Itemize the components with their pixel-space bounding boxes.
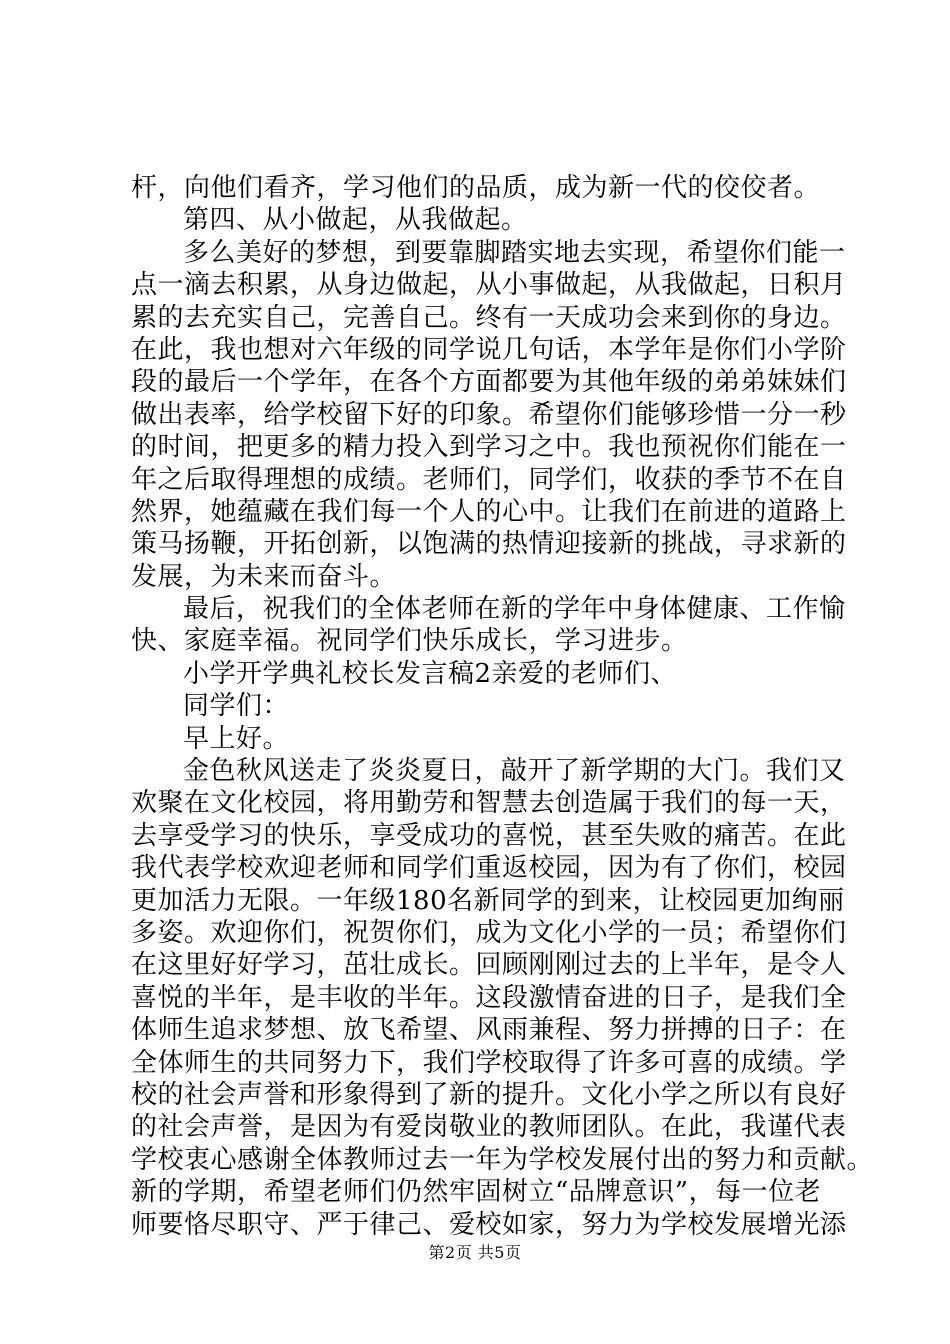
text-line: 体师生追求梦想、放飞希望、风雨兼程、努力拼搏的日子：在: [131, 1015, 847, 1046]
text-line: 杆，向他们看齐，学习他们的品质，成为新一代的佼佼者。: [131, 173, 821, 203]
text-line: 年之后取得理想的成绩。老师们，同学们，收获的季节不在自: [131, 464, 847, 495]
text-line: 全体师生的共同努力下，我们学校取得了许多可喜的成绩。学: [131, 1047, 847, 1078]
text-line: 师要恪尽职守、严于律己、爱校如家，努力为学校发展增光添: [131, 1209, 847, 1240]
text-line: 多么美好的梦想，到要靠脚踏实地去实现，希望你们能一: [183, 237, 846, 268]
text-line: 新的学期，希望老师们仍然牢固树立“品牌意识”，每一位老: [131, 1177, 822, 1208]
text-line: 多姿。欢迎你们，祝贺你们，成为文化小学的一员；希望你们: [131, 917, 847, 948]
text-line: 小学开学典礼校长发言稿2亲爱的老师们、: [183, 658, 678, 689]
text-line: 在这里好好学习，茁壮成长。回顾刚刚过去的上半年，是令人: [131, 950, 847, 981]
text-line: 早上好。: [183, 723, 290, 754]
text-line: 校的社会声誉和形象得到了新的提升。文化小学之所以有良好: [131, 1079, 847, 1110]
text-line: 金色秋风送走了炎炎夏日，敲开了新学期的大门。我们又: [183, 756, 846, 787]
page-number-footer: 第2页 共5页: [428, 1243, 522, 1262]
text-line: 的社会声誉，是因为有爱岗敬业的教师团队。在此，我谨代表: [131, 1112, 847, 1143]
text-line: 第四、从小做起，从我做起。: [183, 205, 528, 236]
text-line: 累的去充实自己，完善自己。终有一天成功会来到你的身边。: [131, 302, 847, 333]
body-text: [131, 172, 874, 1241]
text-line: 做出表率，给学校留下好的印象。希望你们能够珍惜一分一秒: [131, 399, 847, 430]
text-line: 同学们：: [183, 691, 290, 722]
text-line: 策马扬鞭，开拓创新，以饱满的热情迎接新的挑战，寻求新的: [131, 529, 847, 560]
text-line: 学校衷心感谢全体教师过去一年为学校发展付出的努力和贡献。: [131, 1144, 874, 1175]
text-line: 在此，我也想对六年级的同学说几句话，本学年是你们小学阶: [131, 334, 847, 365]
text-line: 去享受学习的快乐，享受成功的喜悦，甚至失败的痛苦。在此: [131, 820, 847, 851]
text-line: 点一滴去积累，从身边做起，从小事做起，从我做起，日积月: [131, 270, 847, 301]
text-line: 更加活力无限。一年级180名新同学的到来，让校园更加绚丽: [131, 885, 845, 916]
text-line: 的时间，把更多的精力投入到学习之中。我也预祝你们能在一: [131, 432, 847, 463]
text-line: 喜悦的半年，是丰收的半年。这段激情奋进的日子，是我们全: [131, 982, 847, 1013]
text-line: 最后，祝我们的全体老师在新的学年中身体健康、工作愉: [183, 594, 846, 625]
text-line: 我代表学校欢迎老师和同学们重返校园，因为有了你们，校园: [131, 853, 847, 884]
text-line: 欢聚在文化校园，将用勤劳和智慧去创造属于我们的每一天，: [131, 788, 847, 819]
text-line: 段的最后一个学年，在各个方面都要为其他年级的弟弟妹妹们: [131, 367, 847, 398]
text-line: 然界，她蕴藏在我们每一个人的心中。让我们在前进的道路上: [131, 496, 847, 527]
text-line: 快、家庭幸福。祝同学们快乐成长，学习进步。: [131, 626, 688, 657]
text-line: 发展，为未来而奋斗。: [131, 561, 397, 592]
